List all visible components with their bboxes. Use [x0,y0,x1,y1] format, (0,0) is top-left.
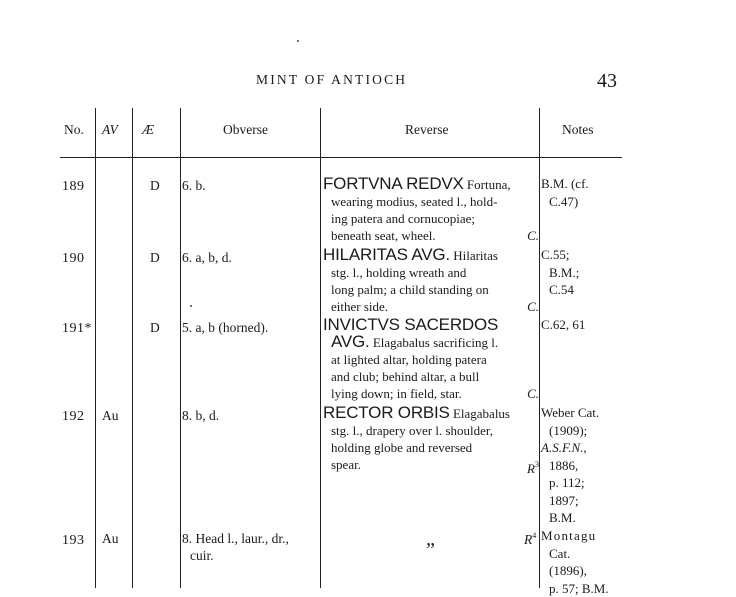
row-189-note-1: B.M. (cf. [541,175,589,193]
page-speck-2 [190,305,192,307]
row-189-rarity: C. [527,227,539,244]
row-192-note-2: (1909); [541,422,599,440]
row-191-legend: INVICTVS SACERDOS [323,316,539,333]
row-190-note-3: C.54 [541,281,579,299]
row-191-rev-line-1: Elagabalus sacrificing l. [373,335,498,350]
row-192-rev-line-2: stg. l., drapery over l. shoulder, [323,422,539,439]
row-193-gold: Au [102,530,119,547]
row-192-legend: RECTOR ORBIS [323,403,450,422]
col-head-no: No. [64,122,84,138]
row-193-rarity: $R^4$ [524,527,536,548]
row-189-notes [541,175,589,210]
row-193-note-2: Cat. [541,545,609,563]
header-rule [60,157,622,158]
row-193-ditto-mark: „ [426,528,435,551]
row-189-legend: FORTVNA REDVX [323,174,464,193]
row-189-number: 189 [62,178,85,195]
row-192-reverse [323,404,539,477]
row-192-note-1: Weber Cat. [541,404,599,422]
row-191-rev-line-3: and club; behind altar, a bull [323,368,539,385]
row-193-note-1: Montagu [541,527,609,545]
row-189-reverse [323,175,539,244]
row-190-notes [541,246,579,299]
row-191-reverse [323,316,539,402]
row-192-rev-line-4: spear. [331,457,361,472]
row-190-rev-line-1: Hilaritas [453,248,498,263]
row-192-note-3: A.S.F.N., [541,440,587,455]
col-head-gold: AV [102,122,118,138]
row-192-notes [541,404,599,527]
row-191-rev-line-2: at lighted altar, holding patera [323,351,539,368]
row-191-rarity: C. [527,385,539,402]
row-190-rev-line-3: long palm; a child standing on [323,281,539,298]
row-191-note-1: C.62, 61 [541,316,585,334]
row-189-rev-line-2: wearing modius, seated l., hold- [323,193,539,210]
row-193-note-4: p. 57; B.M. [541,580,609,597]
running-header: MINT OF ANTIOCH [256,72,407,88]
row-189-rev-line-4: beneath seat, wheel. [331,228,436,243]
row-192-number: 192 [62,408,85,425]
row-190-number: 190 [62,250,85,267]
row-193-obverse-line-2: cuir. [182,547,289,564]
row-191-obverse: 5. a, b (horned). [182,319,268,336]
row-190-rev-line-4: either side. [331,299,388,314]
row-192-rarity: $R^3$ [527,456,539,477]
row-190-note-2: B.M.; [541,264,579,282]
col-head-bronze: Æ [142,122,154,138]
row-193-number: 193 [62,532,85,549]
row-192-rev-line-1: Elagabalus [453,406,510,421]
col-rule-1 [95,108,96,588]
row-192-note-7: B.M. [541,509,599,527]
row-190-note-1: C.55; [541,246,579,264]
row-192-rev-line-3: holding globe and reversed [323,439,539,456]
row-193-obverse [182,530,289,564]
row-190-legend: HILARITAS AVG. [323,245,450,264]
row-192-note-5: p. 112; [541,474,599,492]
row-189-rev-line-3: ing patera and cornucopiae; [323,210,539,227]
row-190-reverse [323,246,539,315]
row-193-obverse-line-1: 8. Head l., laur., dr., [182,530,289,547]
row-191-notes [541,316,585,334]
page-speck [297,40,299,42]
col-rule-2 [132,108,133,588]
row-190-obverse: 6. a, b, d. [182,249,232,266]
row-191-rev-line-4: lying down; in field, star. [331,386,462,401]
row-190-rarity: C. [527,298,539,315]
row-191-legend-2: AVG. [331,332,370,351]
row-192-note-4: 1886, [541,457,599,475]
row-192-obverse: 8. b, d. [182,407,219,424]
col-head-obverse: Obverse [223,122,268,138]
row-189-rev-line-1: Fortuna, [467,177,511,192]
row-193-notes [541,527,609,597]
row-191-number: 191* [62,320,92,337]
col-head-notes: Notes [562,122,594,138]
row-190-bronze: D [150,249,160,266]
col-head-reverse: Reverse [405,122,448,138]
col-rule-4 [320,108,321,588]
row-191-bronze: D [150,319,160,336]
row-192-gold: Au [102,407,119,424]
row-193-note-3: (1896), [541,562,609,580]
row-192-note-6: 1897; [541,492,599,510]
row-189-bronze: D [150,177,160,194]
row-189-obverse: 6. b. [182,177,206,194]
col-rule-3 [180,108,181,588]
row-189-note-2: C.47) [541,193,589,211]
row-190-rev-line-2: stg. l., holding wreath and [323,264,539,281]
col-rule-5 [539,108,540,588]
page-number: 43 [597,70,617,93]
